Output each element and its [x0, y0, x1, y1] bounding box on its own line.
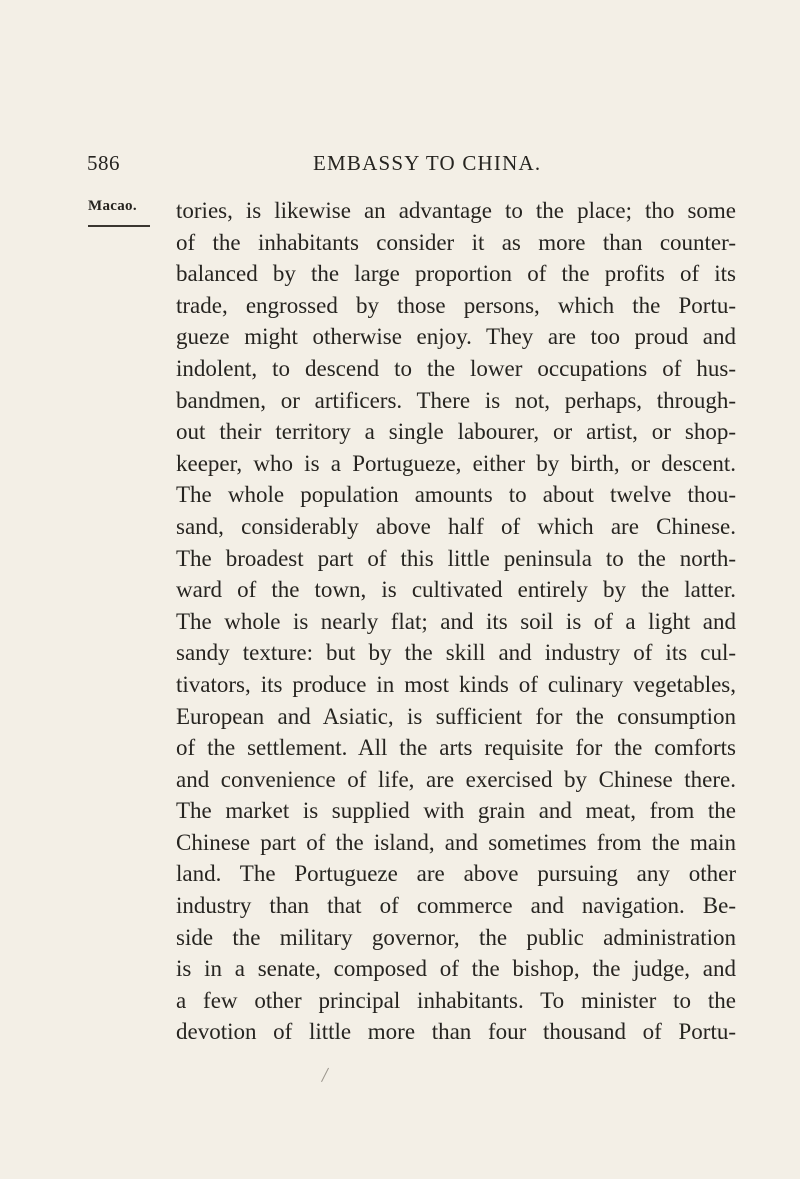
text-line: indolent, to descend to the lower occupations of hus-: [176, 355, 736, 381]
margin-rule: [88, 225, 150, 227]
text-line: and convenience of life, are exercised by Chinese there.: [176, 766, 736, 792]
text-line: European and Asiatic, is sufficient for the consumption: [176, 703, 736, 729]
text-line: of the settlement. All the arts requisite for the comforts: [176, 735, 736, 761]
text-line: side the military governor, the public administration: [176, 924, 736, 950]
text-line: a few other principal inhabitants. To minister to the: [176, 987, 736, 1013]
text-line: Chinese part of the island, and sometimes from the main: [176, 829, 736, 855]
text-line: trade, engrossed by those persons, which the Portu-: [176, 292, 736, 318]
text-line: land. The Portugueze are above pursuing any other: [176, 861, 736, 887]
margin-note: Macao.: [88, 198, 137, 214]
text-line: bandmen, or artificers. There is not, perhaps, through-: [176, 387, 736, 413]
text-line: The whole is nearly flat; and its soil is of a light and: [176, 608, 736, 634]
text-line: ward of the town, is cultivated entirely by the latter.: [176, 577, 736, 603]
text-line: keeper, who is a Portugueze, either by birth, or descent.: [176, 450, 736, 476]
text-line: industry than that of commerce and navigation. Be-: [176, 893, 736, 919]
running-head: EMBASSY TO CHINA.: [313, 151, 542, 175]
text-line: balanced by the large proportion of the profits of its: [176, 261, 736, 287]
text-line: The broadest part of this little peninsula to the north-: [176, 545, 736, 571]
body-text: [176, 195, 736, 1048]
text-line: gueze might otherwise enjoy. They are too proud and: [176, 324, 736, 350]
page-number: 586: [87, 151, 120, 175]
stray-pen-mark: /: [320, 1061, 330, 1088]
text-line: of the inhabitants consider it as more than counter-: [176, 229, 736, 255]
text-line: The whole population amounts to about twelve thou-: [176, 482, 736, 508]
text-line: tivators, its produce in most kinds of culinary vegetables,: [176, 671, 736, 697]
text-line: The market is supplied with grain and meat, from the: [176, 798, 736, 824]
text-line: sand, considerably above half of which are Chinese.: [176, 513, 736, 539]
text-line: devotion of little more than four thousand of Portu-: [176, 1019, 736, 1045]
text-line: out their territory a single labourer, or artist, or shop-: [176, 419, 736, 445]
text-line: sandy texture: but by the skill and industry of its cul-: [176, 640, 736, 666]
text-line: tories, is likewise an advantage to the place; tho some: [176, 198, 736, 223]
text-line: is in a senate, composed of the bishop, the judge, and: [176, 956, 736, 982]
